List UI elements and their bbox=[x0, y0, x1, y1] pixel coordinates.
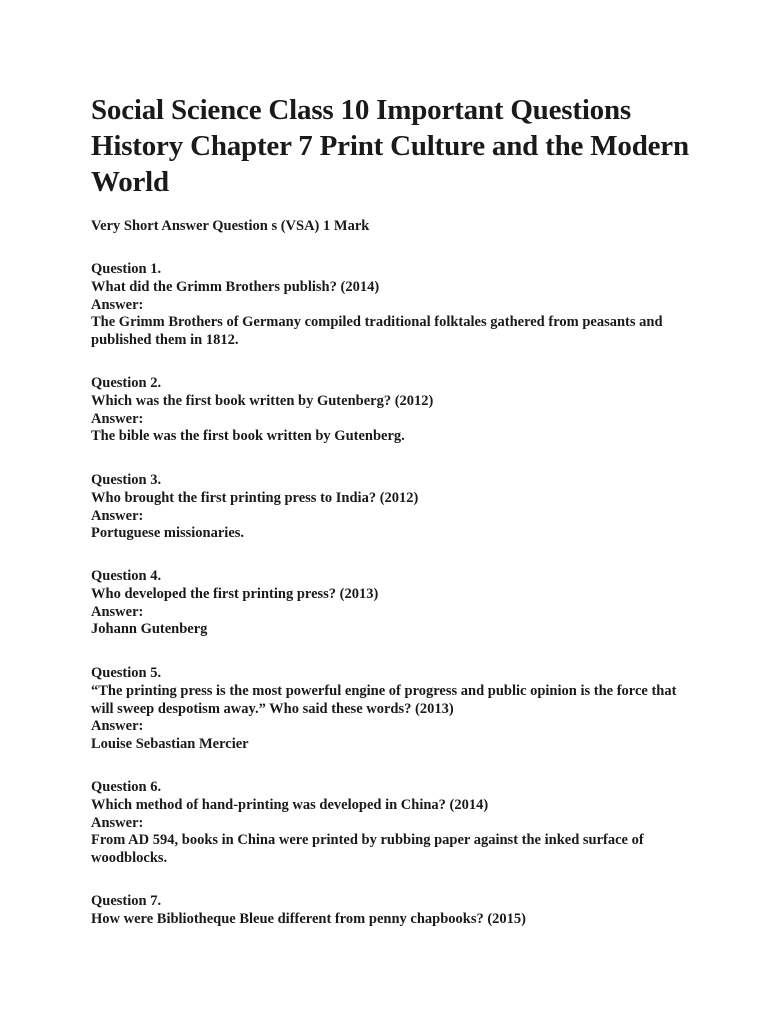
question-text: Which was the first book written by Gutenberg? (2012) bbox=[91, 392, 434, 409]
question-block-3 bbox=[91, 472, 691, 543]
answer-label: Answer: bbox=[91, 603, 144, 620]
question-label: Question 2. bbox=[91, 375, 162, 391]
question-label: Question 3. bbox=[91, 472, 162, 488]
question-text: How were Bibliotheque Bleue different from penny chapbooks? (2015) bbox=[91, 910, 527, 927]
question-text: Who developed the first printing press? (2013) bbox=[91, 585, 379, 602]
answer-text: The bible was the first book written by Gutenberg. bbox=[91, 428, 405, 445]
answer-text: Johann Gutenberg bbox=[91, 621, 208, 638]
answer-text: Portuguese missionaries. bbox=[91, 525, 245, 542]
answer-label: Answer: bbox=[91, 410, 144, 427]
question-block-2 bbox=[91, 375, 691, 446]
question-block-1 bbox=[91, 261, 691, 350]
question-label: Question 7. bbox=[91, 893, 162, 909]
question-text: What did the Grimm Brothers publish? (2014) bbox=[91, 278, 380, 295]
question-block-6 bbox=[91, 779, 691, 868]
answer-label: Answer: bbox=[91, 507, 144, 524]
question-block-5 bbox=[91, 665, 691, 754]
answer-text: The Grimm Brothers of Germany compiled traditional folktales gathered from peasants and published them in 1812. bbox=[91, 314, 663, 349]
question-label: Question 6. bbox=[91, 779, 162, 795]
question-text: “The printing press is the most powerful engine of progress and public opinion is the force that will sweep despotism away.” Who said these words? (2013) bbox=[91, 682, 677, 717]
question-text: Who brought the first printing press to India? (2012) bbox=[91, 489, 419, 506]
section-heading: Very Short Answer Question s (VSA) 1 Mark bbox=[91, 218, 370, 234]
page-title: Social Science Class 10 Important Questions History Chapter 7 Print Culture and the Modern World bbox=[91, 94, 689, 198]
answer-text: From AD 594, books in China were printed by rubbing paper against the inked surface of woodblocks. bbox=[91, 832, 644, 867]
answer-text: Louise Sebastian Mercier bbox=[91, 736, 249, 753]
answer-label: Answer: bbox=[91, 814, 144, 831]
question-label: Question 4. bbox=[91, 568, 162, 584]
question-text: Which method of hand-printing was developed in China? (2014) bbox=[91, 796, 489, 813]
question-label: Question 1. bbox=[91, 261, 162, 277]
question-block-7 bbox=[91, 893, 691, 929]
question-label: Question 5. bbox=[91, 665, 162, 681]
question-block-4 bbox=[91, 568, 691, 639]
answer-label: Answer: bbox=[91, 296, 144, 313]
answer-label: Answer: bbox=[91, 718, 144, 735]
